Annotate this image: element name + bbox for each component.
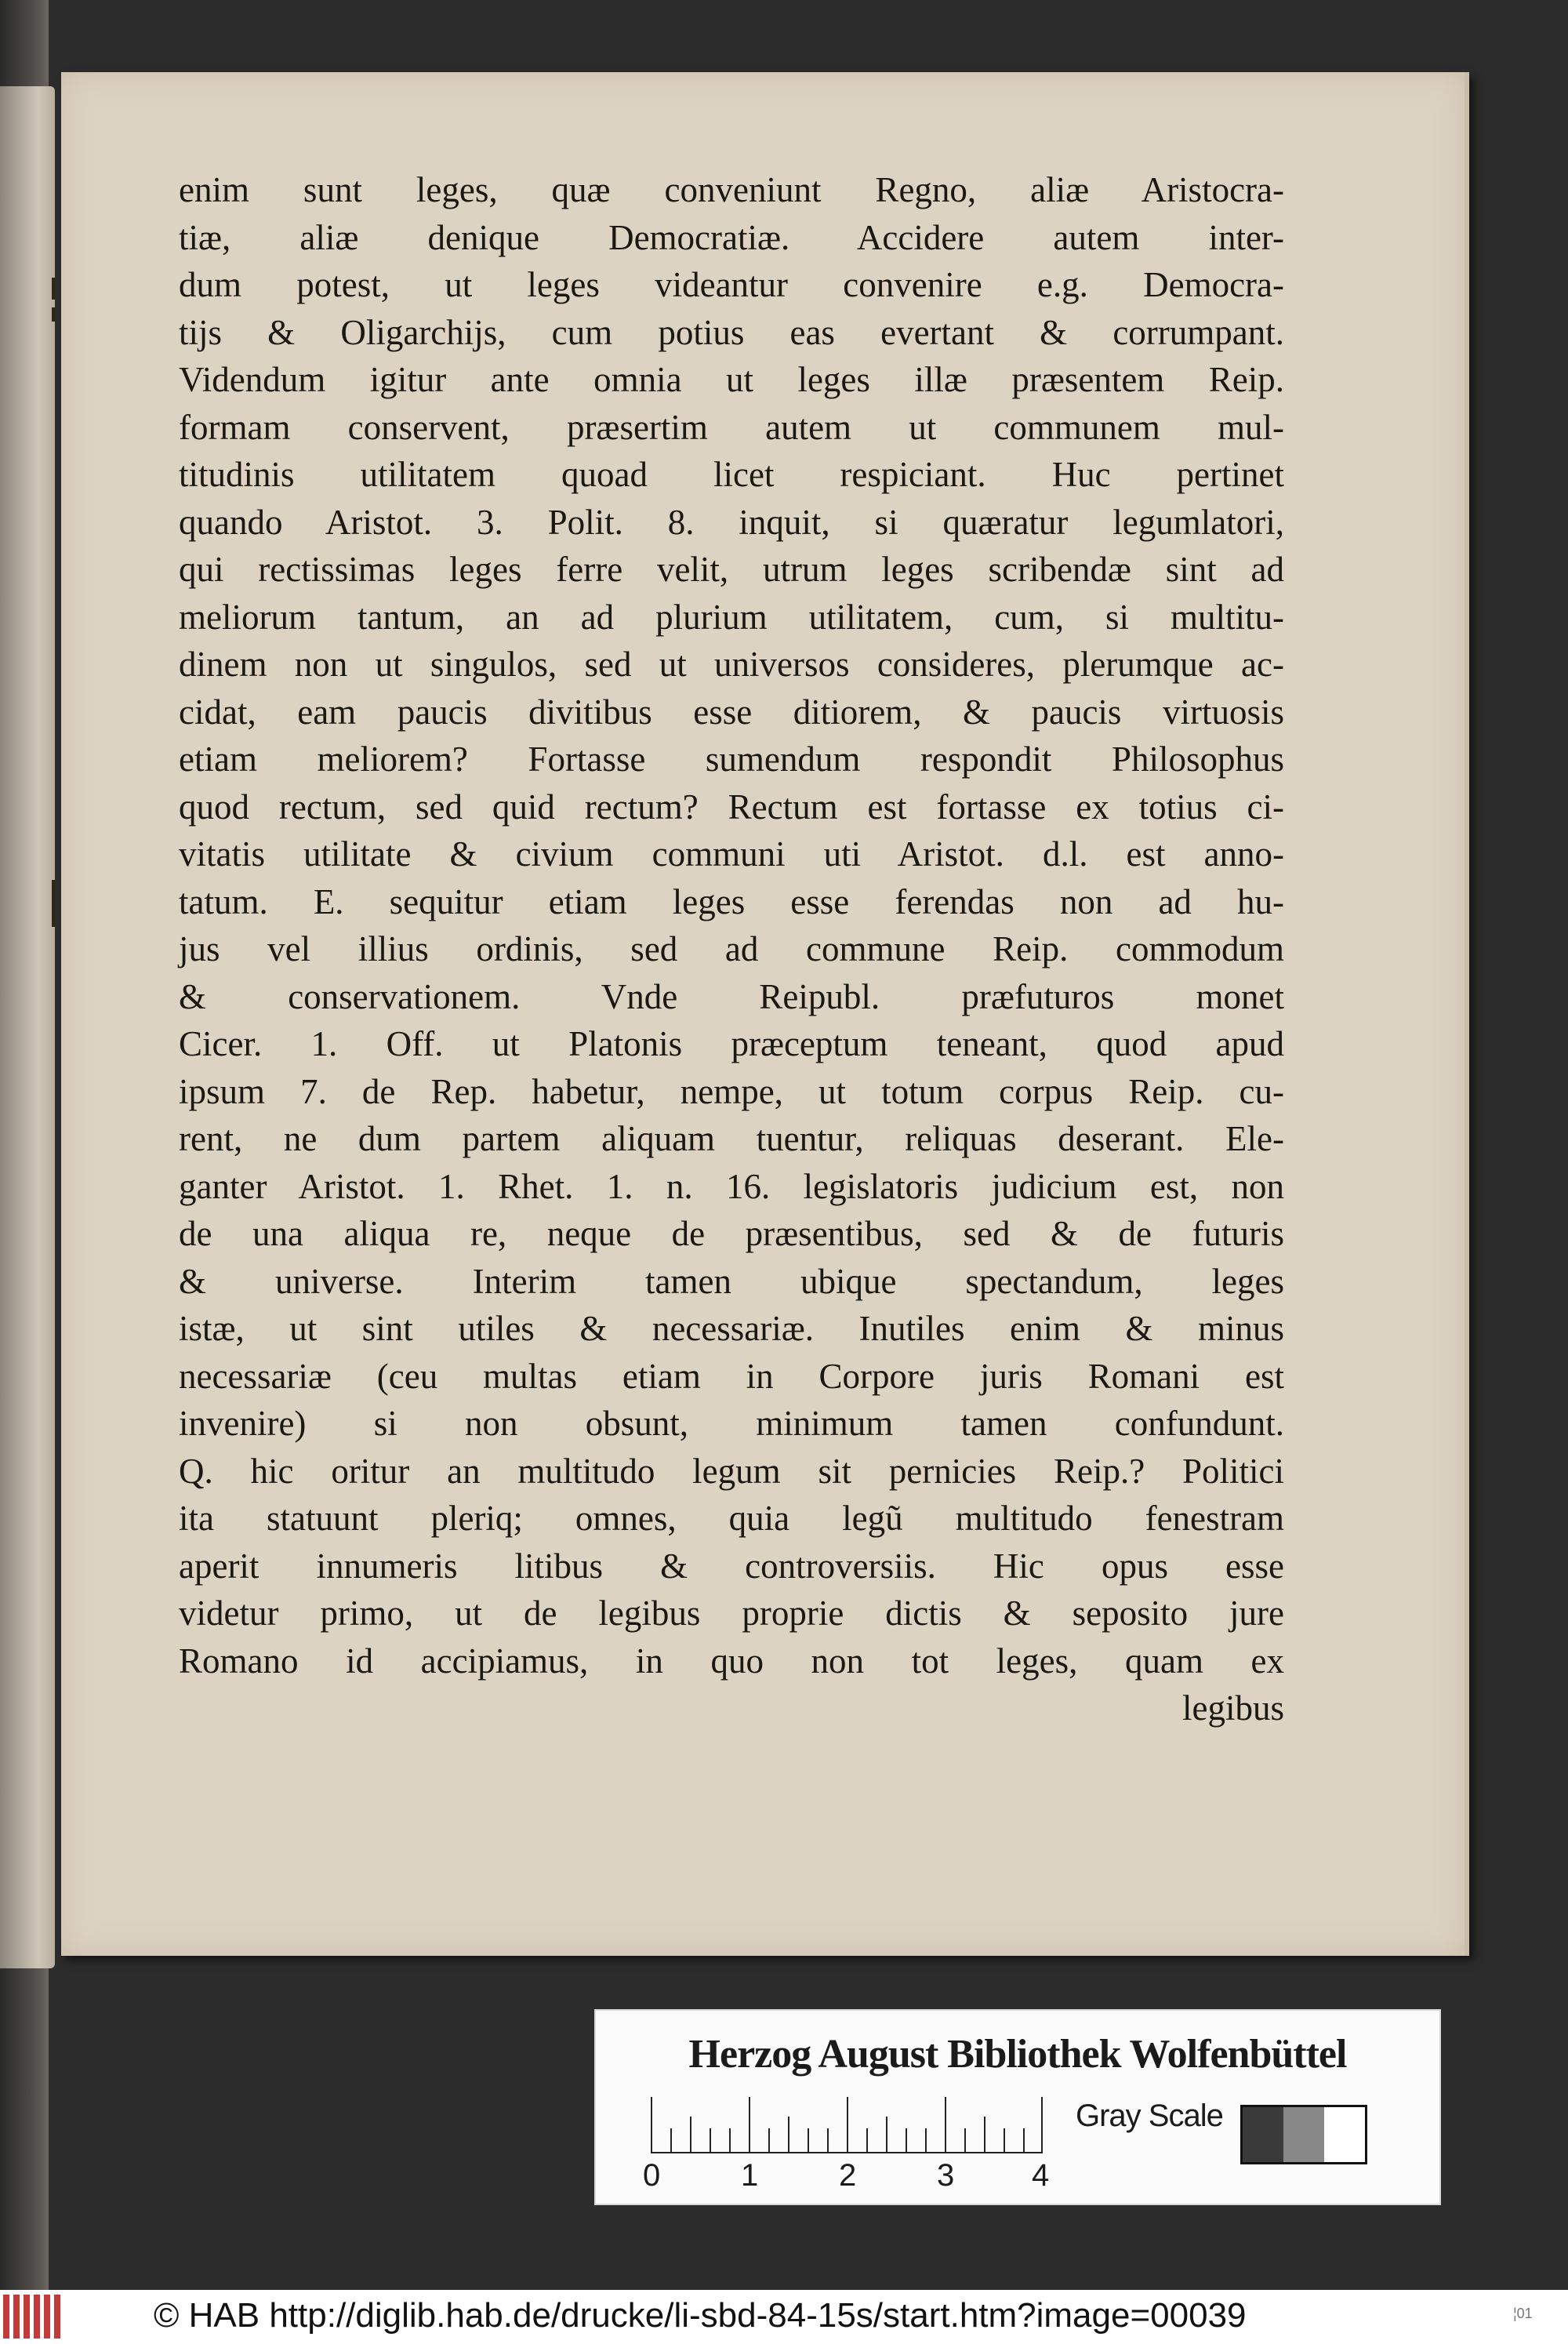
text-line: Cicer. 1. Off. ut Platonis præceptum teneant, quod apud: [179, 1024, 1284, 1063]
text-line: invenire) si non obsunt, minimum tamen confundunt.: [179, 1404, 1284, 1443]
text-line: meliorum tantum, an ad plurium utilitatem, cum, si multitu-: [179, 597, 1284, 637]
footer-corner-text: ¦01: [1513, 2306, 1533, 2321]
text-line: quod rectum, sed quid rectum? Rectum est fortasse ex totius ci-: [179, 787, 1284, 827]
text-line: tiæ, aliæ denique Democratiæ. Accidere autem inter-: [179, 217, 1284, 257]
text-line: istæ, ut sint utiles & necessariæ. Inutiles enim & minus: [179, 1309, 1284, 1348]
text-line: ganter Aristot. 1. Rhet. 1. n. 16. legislatoris judicium est, non: [179, 1166, 1284, 1206]
text-line: & conservationem. Vnde Reipubl. præfuturos monet: [179, 976, 1284, 1016]
book-binding-edge: [0, 0, 49, 2290]
gray-scale-label: Gray Scale: [1076, 2099, 1223, 2133]
text-line: dum potest, ut leges videantur convenire e.g. Democra-: [179, 265, 1284, 304]
footer-url[interactable]: © HAB http://diglib.hab.de/drucke/li-sbd-84-15s/start.htm?image=00039: [154, 2296, 1247, 2335]
text-line: ipsum 7. de Rep. habetur, nempe, ut totum corpus Reip. cu-: [179, 1071, 1284, 1111]
gray-swatch-mid: [1283, 2107, 1324, 2162]
facing-page-edge: [0, 86, 55, 1968]
text-line: jus vel illius ordinis, sed ad commune Reip. commodum: [179, 929, 1284, 968]
text-line: titudinis utilitatem quoad licet respiciant. Huc pertinet: [179, 455, 1284, 494]
text-line: Romano id accipiamus, in quo non tot leges, quam ex: [179, 1641, 1284, 1681]
text-line: Q. hic oritur an multitudo legum sit pernicies Reip.? Politici: [179, 1451, 1284, 1491]
hab-logo-icon: [3, 2295, 66, 2339]
text-line: ita statuunt pleriq; omnes, quia legũ multitudo fenestram: [179, 1499, 1284, 1538]
margin-mark: [52, 278, 55, 300]
text-line: rent, ne dum partem aliquam tuentur, reliquas deserant. Ele-: [179, 1119, 1284, 1158]
ruler-number: 2: [839, 2158, 857, 2193]
text-line: aperit innumeris litibus & controversiis. Hic opus esse: [179, 1546, 1284, 1586]
text-line: tijs & Oligarchijs, cum potius eas evertant & corrumpant.: [179, 312, 1284, 352]
text-line: de una aliqua re, neque de præsentibus, sed & de futuris: [179, 1214, 1284, 1253]
gray-swatch-light: [1324, 2107, 1365, 2162]
margin-mark: [52, 880, 55, 927]
ruler-number: 3: [937, 2158, 955, 2193]
text-line: videtur primo, ut de legibus proprie dictis & seposito jure: [179, 1594, 1284, 1633]
text-line: cidat, eam paucis divitibus esse ditiorem, & paucis virtuosis: [179, 692, 1284, 732]
text-line: formam conservent, præsertim autem ut communem mul-: [179, 407, 1284, 447]
text-line: tatum. E. sequitur etiam leges esse ferendas non ad hu-: [179, 881, 1284, 921]
text-line: enim sunt leges, quæ conveniunt Regno, aliæ Aristocra-: [179, 170, 1284, 209]
text-line: quando Aristot. 3. Polit. 8. inquit, si quæratur legumlatori,: [179, 502, 1284, 542]
gray-scale-swatches: [1240, 2105, 1367, 2164]
scale-ruler: [651, 2097, 1043, 2153]
catchword: legibus: [1182, 1688, 1284, 1728]
text-line: qui rectissimas leges ferre velit, utrum leges scribendæ sint ad: [179, 550, 1284, 589]
text-line: Videndum igitur ante omnia ut leges illæ præsentem Reip.: [179, 360, 1284, 399]
text-line: vitatis utilitate & civium communi uti Aristot. d.l. est anno-: [179, 834, 1284, 874]
text-line: necessariæ (ceu multas etiam in Corpore juris Romani est: [179, 1356, 1284, 1396]
text-line: dinem non ut singulos, sed ut universos consideres, plerumque ac-: [179, 645, 1284, 684]
margin-mark: [52, 307, 55, 322]
library-name: Herzog August Bibliothek Wolfenbüttel: [688, 2032, 1347, 2077]
text-line: & universe. Interim tamen ubique spectandum, leges: [179, 1261, 1284, 1301]
text-line: etiam meliorem? Fortasse sumendum respondit Philosophus: [179, 740, 1284, 779]
ruler-number: 4: [1032, 2158, 1050, 2193]
library-color-label: [594, 2009, 1441, 2205]
gray-swatch-dark: [1243, 2107, 1283, 2162]
ruler-number: 1: [741, 2158, 759, 2193]
ruler-number: 0: [643, 2158, 661, 2193]
page-text: [179, 166, 1284, 1732]
book-page: [61, 72, 1469, 1956]
footer-bar: [0, 2290, 1568, 2344]
